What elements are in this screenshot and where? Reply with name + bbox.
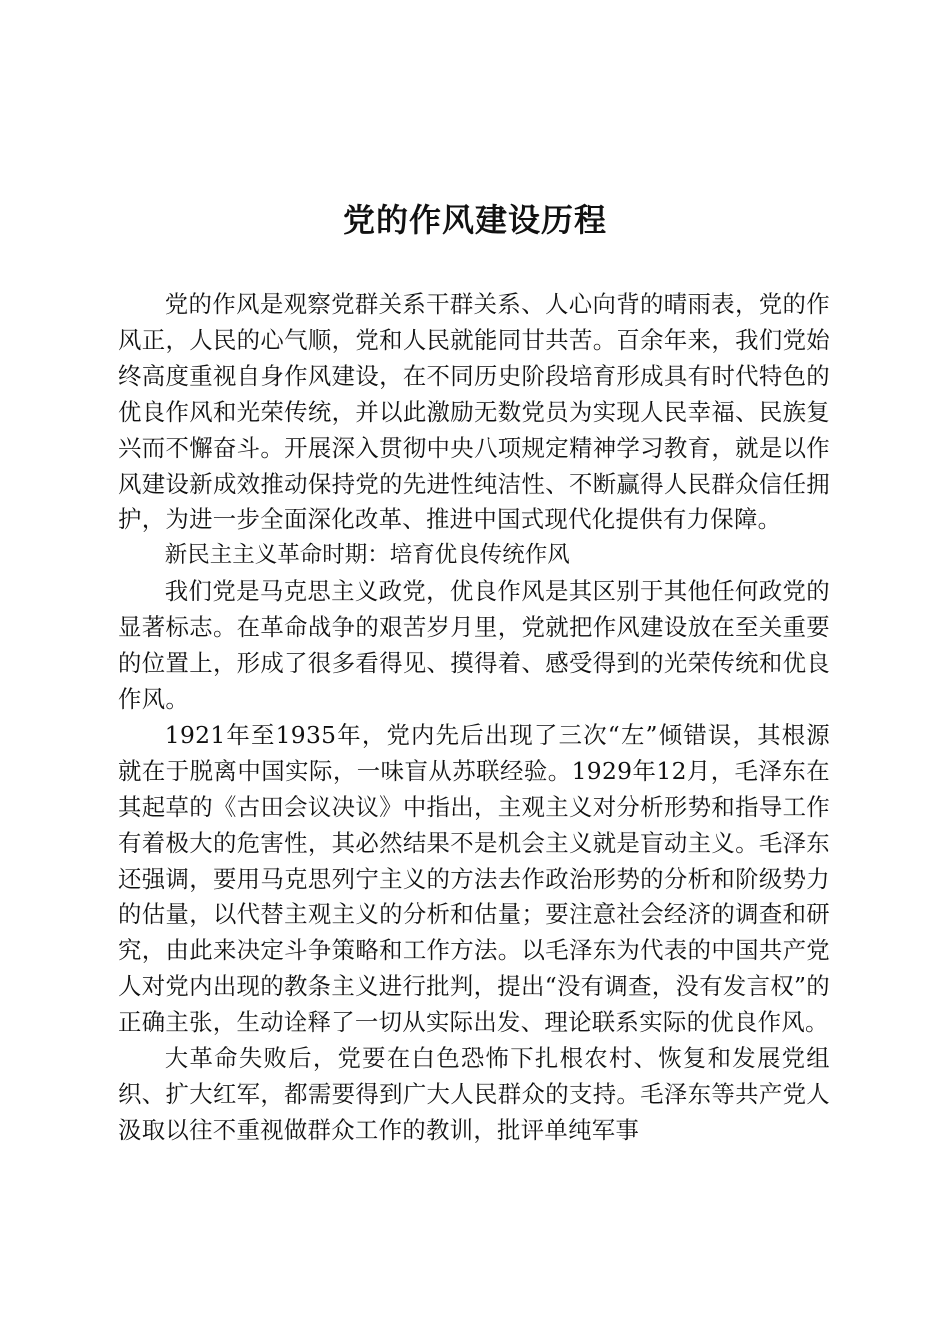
body-paragraph: 我们党是马克思主义政党，优良作风是其区别于其他任何政党的显著标志。在革命战争的艰苦岁月里，党就把作风建设放在至关重要的位置上，形成了很多看得见、摸得着、感受得到的光荣传统和优良作风。 <box>118 577 830 713</box>
document-body <box>118 287 830 1149</box>
document-title: 党的作风建设历程 <box>342 201 607 239</box>
body-paragraph: 1921年至1935年，党内先后出现了三次“左”倾错误，其根源就在于脱离中国实际，一味盲从苏联经验。1929年12月，毛泽东在其起草的《古田会议决议》中指出，主观主义对分析形势和指导工作有着极大的危害性，其必然结果不是机会主义就是盲动主义。毛泽东还强调，要用马克思列宁主义的方法去作政治形势的分析和阶级势力的估量，以代替主观主义的分析和估量；要注意社会经济的调查和研究，由此来决定斗争策略和工作方法。以毛泽东为代表的中国共产党人对党内出现的教条主义进行批判，提出“没有调查，没有发言权”的正确主张，生动诠释了一切从实际出发、理论联系实际的优良作风。 <box>118 720 830 1037</box>
section-heading: 新民主主义革命时期：培育优良传统作风 <box>164 542 570 569</box>
body-paragraph: 大革命失败后，党要在白色恐怖下扎根农村、恢复和发展党组织、扩大红军，都需要得到广大人民群众的支持。毛泽东等共产党人汲取以往不重视做群众工作的教训，批评单纯军事 <box>118 1044 830 1144</box>
intro-paragraph: 党的作风是观察党群关系干群关系、人心向背的晴雨表，党的作风正，人民的心气顺，党和人民就能同甘共苦。百余年来，我们党始终高度重视自身作风建设，在不同历史阶段培育形成具有时代特色的优良作风和光荣传统，并以此激励无数党员为实现人民幸福、民族复兴而不懈奋斗。开展深入贯彻中央八项规定精神学习教育，就是以作风建设新成效推动保持党的先进性纯洁性、不断赢得人民群众信任拥护，为进一步全面深化改革、推进中国式现代化提供有力保障。 <box>118 290 830 534</box>
